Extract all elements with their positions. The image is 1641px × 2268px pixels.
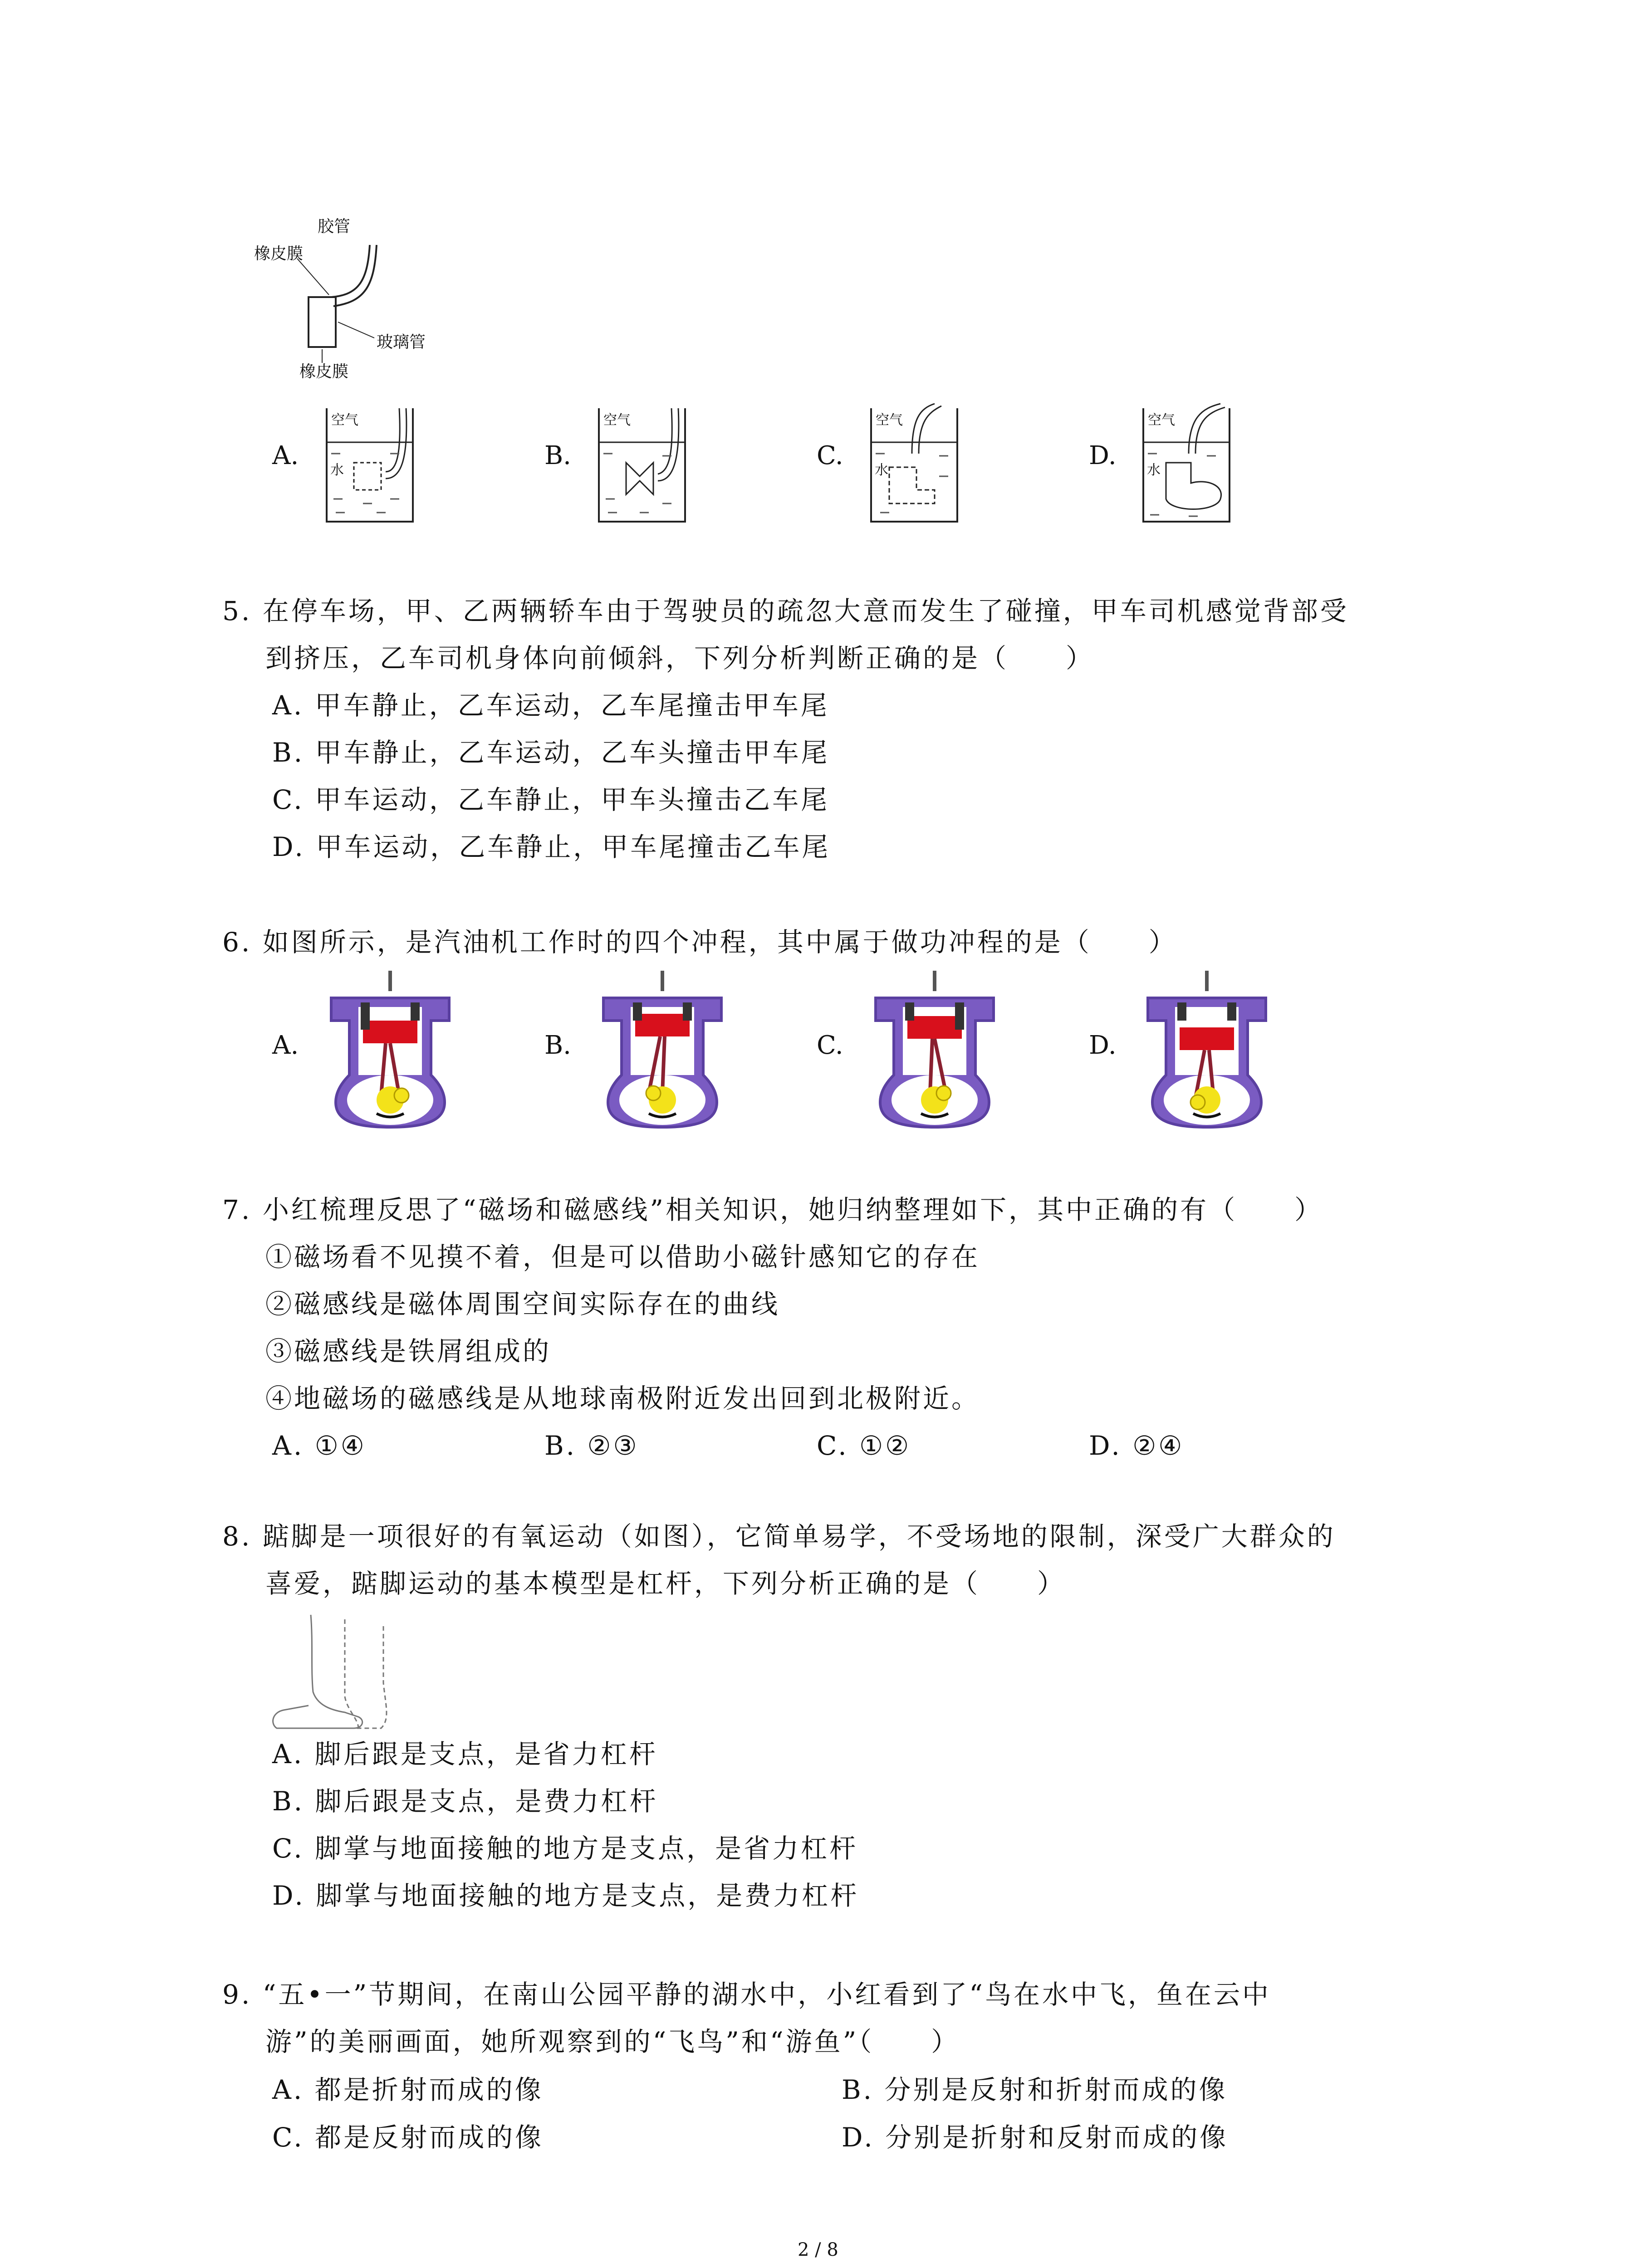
q7-statement-3: ③磁感线是铁屑组成的 [265, 1336, 552, 1367]
q6-stem: 6. 如图所示，是汽油机工作时的四个冲程，其中属于做功冲程的是（ ） [222, 927, 1177, 958]
q8-options [272, 1730, 859, 1919]
q5-stem-line2: 到挤压，乙车司机身体向前倾斜，下列分析判断正确的是（ ） [265, 643, 1095, 674]
option-label: A. [272, 1031, 299, 1060]
air-label: 空气 [1148, 412, 1175, 428]
q5-option-d[interactable]: D. 甲车运动，乙车静止，甲车尾撞击乙车尾 [272, 831, 831, 862]
option-label: B. [544, 1031, 571, 1060]
q6-option-c[interactable] [817, 971, 1053, 1134]
q7-statement-4: ④地磁场的磁感线是从地球南极附近发出回到北极附近。 [265, 1383, 980, 1414]
q8-option-d[interactable]: D. 脚掌与地面接触的地方是支点，是费力杠杆 [272, 1880, 859, 1911]
q7-option-c[interactable]: C. ①② [817, 1430, 911, 1461]
engine-c-icon [867, 971, 1003, 1129]
q7-option-d[interactable]: D. ②④ [1089, 1430, 1185, 1461]
q6-option-d[interactable] [1089, 971, 1325, 1134]
foot-icon [268, 1615, 404, 1733]
apparatus-diagram [254, 218, 445, 390]
q4-option-a[interactable] [272, 399, 454, 535]
glass-tube-label: 玻璃管 [377, 333, 426, 352]
option-label: D. [1089, 1031, 1117, 1060]
q6-option-b[interactable] [544, 971, 780, 1134]
q7-option-b[interactable]: B. ②③ [544, 1430, 639, 1461]
air-label: 空气 [331, 412, 358, 428]
q8-option-c[interactable]: C. 脚掌与地面接触的地方是支点，是省力杠杆 [272, 1833, 858, 1864]
page-number: 2 / 8 [798, 2239, 838, 2260]
q9-option-b[interactable]: B. 分别是反射和折射而成的像 [842, 2074, 1228, 2105]
question-7 [222, 1186, 1323, 1422]
q4-option-c[interactable] [817, 399, 998, 535]
engine-d-icon [1139, 971, 1275, 1129]
q9-stem-line1: 9. “五•一”节期间，在南山公园平静的湖水中，小红看到了“鸟在水中飞，鱼在云中 [222, 1979, 1271, 2010]
air-label: 空气 [876, 412, 903, 428]
question-8 [222, 1513, 1336, 1607]
membrane-top-label: 橡皮膜 [254, 244, 304, 263]
water-label: 水 [1147, 462, 1161, 478]
q7-stem: 7. 小红梳理反思了“磁场和磁感线”相关知识，她归纳整理如下，其中正确的有（ ） [222, 1194, 1323, 1225]
tiptoe-figure [268, 1615, 404, 1733]
q9-option-c[interactable]: C. 都是反射而成的像 [272, 2122, 544, 2153]
membrane-bottom-label: 橡皮膜 [299, 362, 349, 381]
q5-option-b[interactable]: B. 甲车静止，乙车运动，乙车头撞击甲车尾 [272, 737, 830, 768]
q5-stem-line1: 5. 在停车场，甲、乙两辆轿车由于驾驶员的疏忽大意而发生了碰撞，甲车司机感觉背部受 [222, 596, 1349, 626]
q7-statement-1: ①磁场看不见摸不着，但是可以借助小磁针感知它的存在 [265, 1242, 980, 1272]
engine-a-icon [322, 971, 458, 1129]
q9-option-d[interactable]: D. 分别是折射和反射而成的像 [842, 2122, 1229, 2153]
hose-label: 胶管 [318, 217, 351, 236]
option-label: A. [272, 441, 299, 470]
q6-option-a[interactable] [272, 971, 508, 1134]
q5-option-c[interactable]: C. 甲车运动，乙车静止，甲车头撞击乙车尾 [272, 784, 830, 815]
q5-option-a[interactable]: A. 甲车静止，乙车运动，乙车尾撞击甲车尾 [272, 690, 829, 721]
q4-apparatus [254, 218, 445, 390]
q9-option-a[interactable]: A. 都是折射而成的像 [272, 2074, 544, 2105]
q8-option-b[interactable]: B. 脚后跟是支点，是费力杠杆 [272, 1786, 658, 1817]
water-label: 水 [330, 462, 344, 478]
q7-statement-2: ②磁感线是磁体周围空间实际存在的曲线 [265, 1289, 780, 1320]
q4-option-d[interactable] [1089, 399, 1270, 535]
q8-stem-line1: 8. 踮脚是一项很好的有氧运动（如图），它简单易学，不受场地的限制，深受广大群众的 [222, 1521, 1336, 1552]
option-label: D. [1089, 441, 1117, 470]
q8-stem-line2: 喜爱，踮脚运动的基本模型是杠杆，下列分析正确的是（ ） [265, 1568, 1066, 1599]
q7-option-a[interactable]: A. ①④ [272, 1430, 367, 1461]
question-5 [222, 587, 1349, 870]
option-label: C. [817, 441, 843, 470]
option-label: B. [544, 441, 571, 470]
q4-option-b[interactable] [544, 399, 726, 535]
air-label: 空气 [603, 412, 631, 428]
option-label: C. [817, 1031, 843, 1060]
q9-stem-line2: 游”的美丽画面，她所观察到的“飞鸟”和“游鱼”（ ） [265, 2026, 960, 2057]
engine-b-icon [594, 971, 730, 1129]
water-label: 水 [875, 462, 888, 478]
question-9 [222, 1971, 1271, 2065]
q8-option-a[interactable]: A. 脚后跟是支点，是省力杠杆 [272, 1739, 658, 1769]
